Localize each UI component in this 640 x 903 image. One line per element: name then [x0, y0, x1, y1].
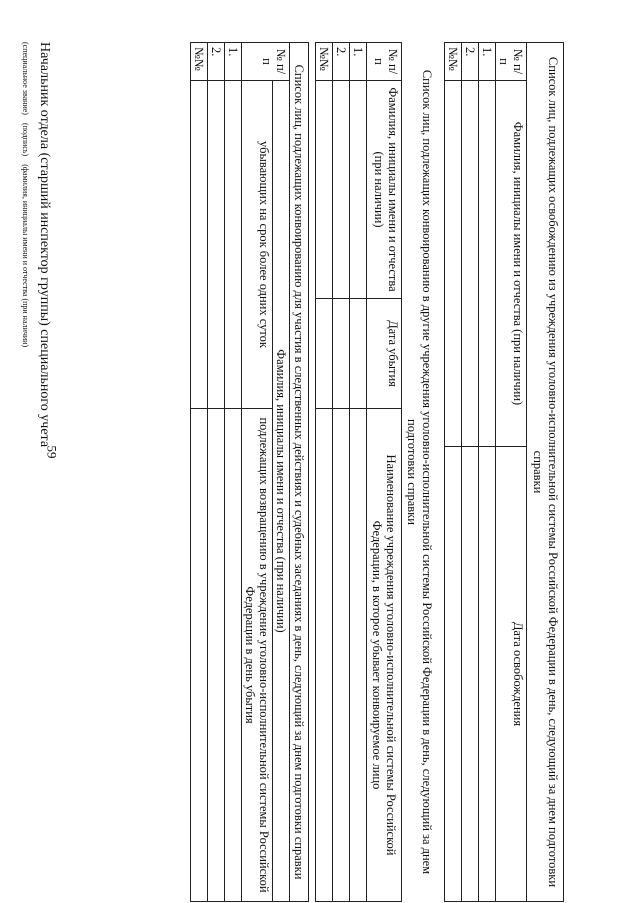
col-full-name-group: Фамилия, инициалы имени и отчества (при наличии) [273, 81, 290, 902]
col-returning-same-day: подлежащих возвращению в учреждение уголовно-исполнительной системы Российской Федерации в день убытия [242, 409, 273, 902]
signature-captions [21, 42, 30, 902]
col-release-date: Дата освобождения [496, 447, 527, 902]
col-full-name: Фамилия, инициалы имени и отчества (при наличии) [496, 81, 527, 447]
col-departure-date: Дата убытия [367, 299, 402, 409]
table-row: 1. [225, 43, 242, 902]
col-leaving-more-than-day: убывающих на срок более одних суток [242, 81, 273, 409]
table-row: 1. [479, 43, 496, 902]
caption-name: (фамилия, инициалы имени и отчества (при наличии) [21, 164, 30, 348]
col-full-name: Фамилия, инициалы имени и отчества (при наличии) [367, 81, 402, 299]
table-row: 2. [333, 43, 350, 902]
release-table [444, 42, 564, 902]
col-number: № п/п [496, 43, 527, 81]
table-row: №№ [316, 43, 333, 902]
table-row: 2. [208, 43, 225, 902]
page-number: 59 [44, 445, 60, 459]
release-table-title: Список лиц, подлежащих освобождению из учреждения уголовно-исполнительной системы Российской Федерации в день, следующий за днем подготовки справки [527, 43, 564, 902]
col-number: № п/п [242, 43, 290, 81]
court-escort-table-title: Список лиц, подлежащих конвоированию для участия в следственных действиях и судебных заседаниях в день, следующий за днем подготовки справки [290, 43, 309, 902]
caption-rank: (специальное звание) [21, 42, 30, 115]
signature-block [21, 42, 52, 902]
court-escort-table [190, 42, 309, 902]
col-institution: Наименование учреждения уголовно-исполнительной системы Российской Федерации, в которое убывает конвоируемое лицо [367, 409, 402, 902]
table-row: №№ [191, 43, 208, 902]
table-row: 2. [462, 43, 479, 902]
table-row: 1. [350, 43, 367, 902]
transfer-table [315, 42, 402, 902]
col-number: № п/п [367, 43, 402, 81]
transfer-table-title: Список лиц, подлежащих конвоированию в другие учреждения уголовно-исполнительной системы Российской Федерации в день, следующий за днем подготовки справки [405, 69, 434, 875]
table-row: №№ [445, 43, 462, 902]
signature-title: Начальник отдела (старший инспектор группы) специального учета [37, 42, 52, 448]
caption-sign: (подпись) [21, 122, 30, 157]
